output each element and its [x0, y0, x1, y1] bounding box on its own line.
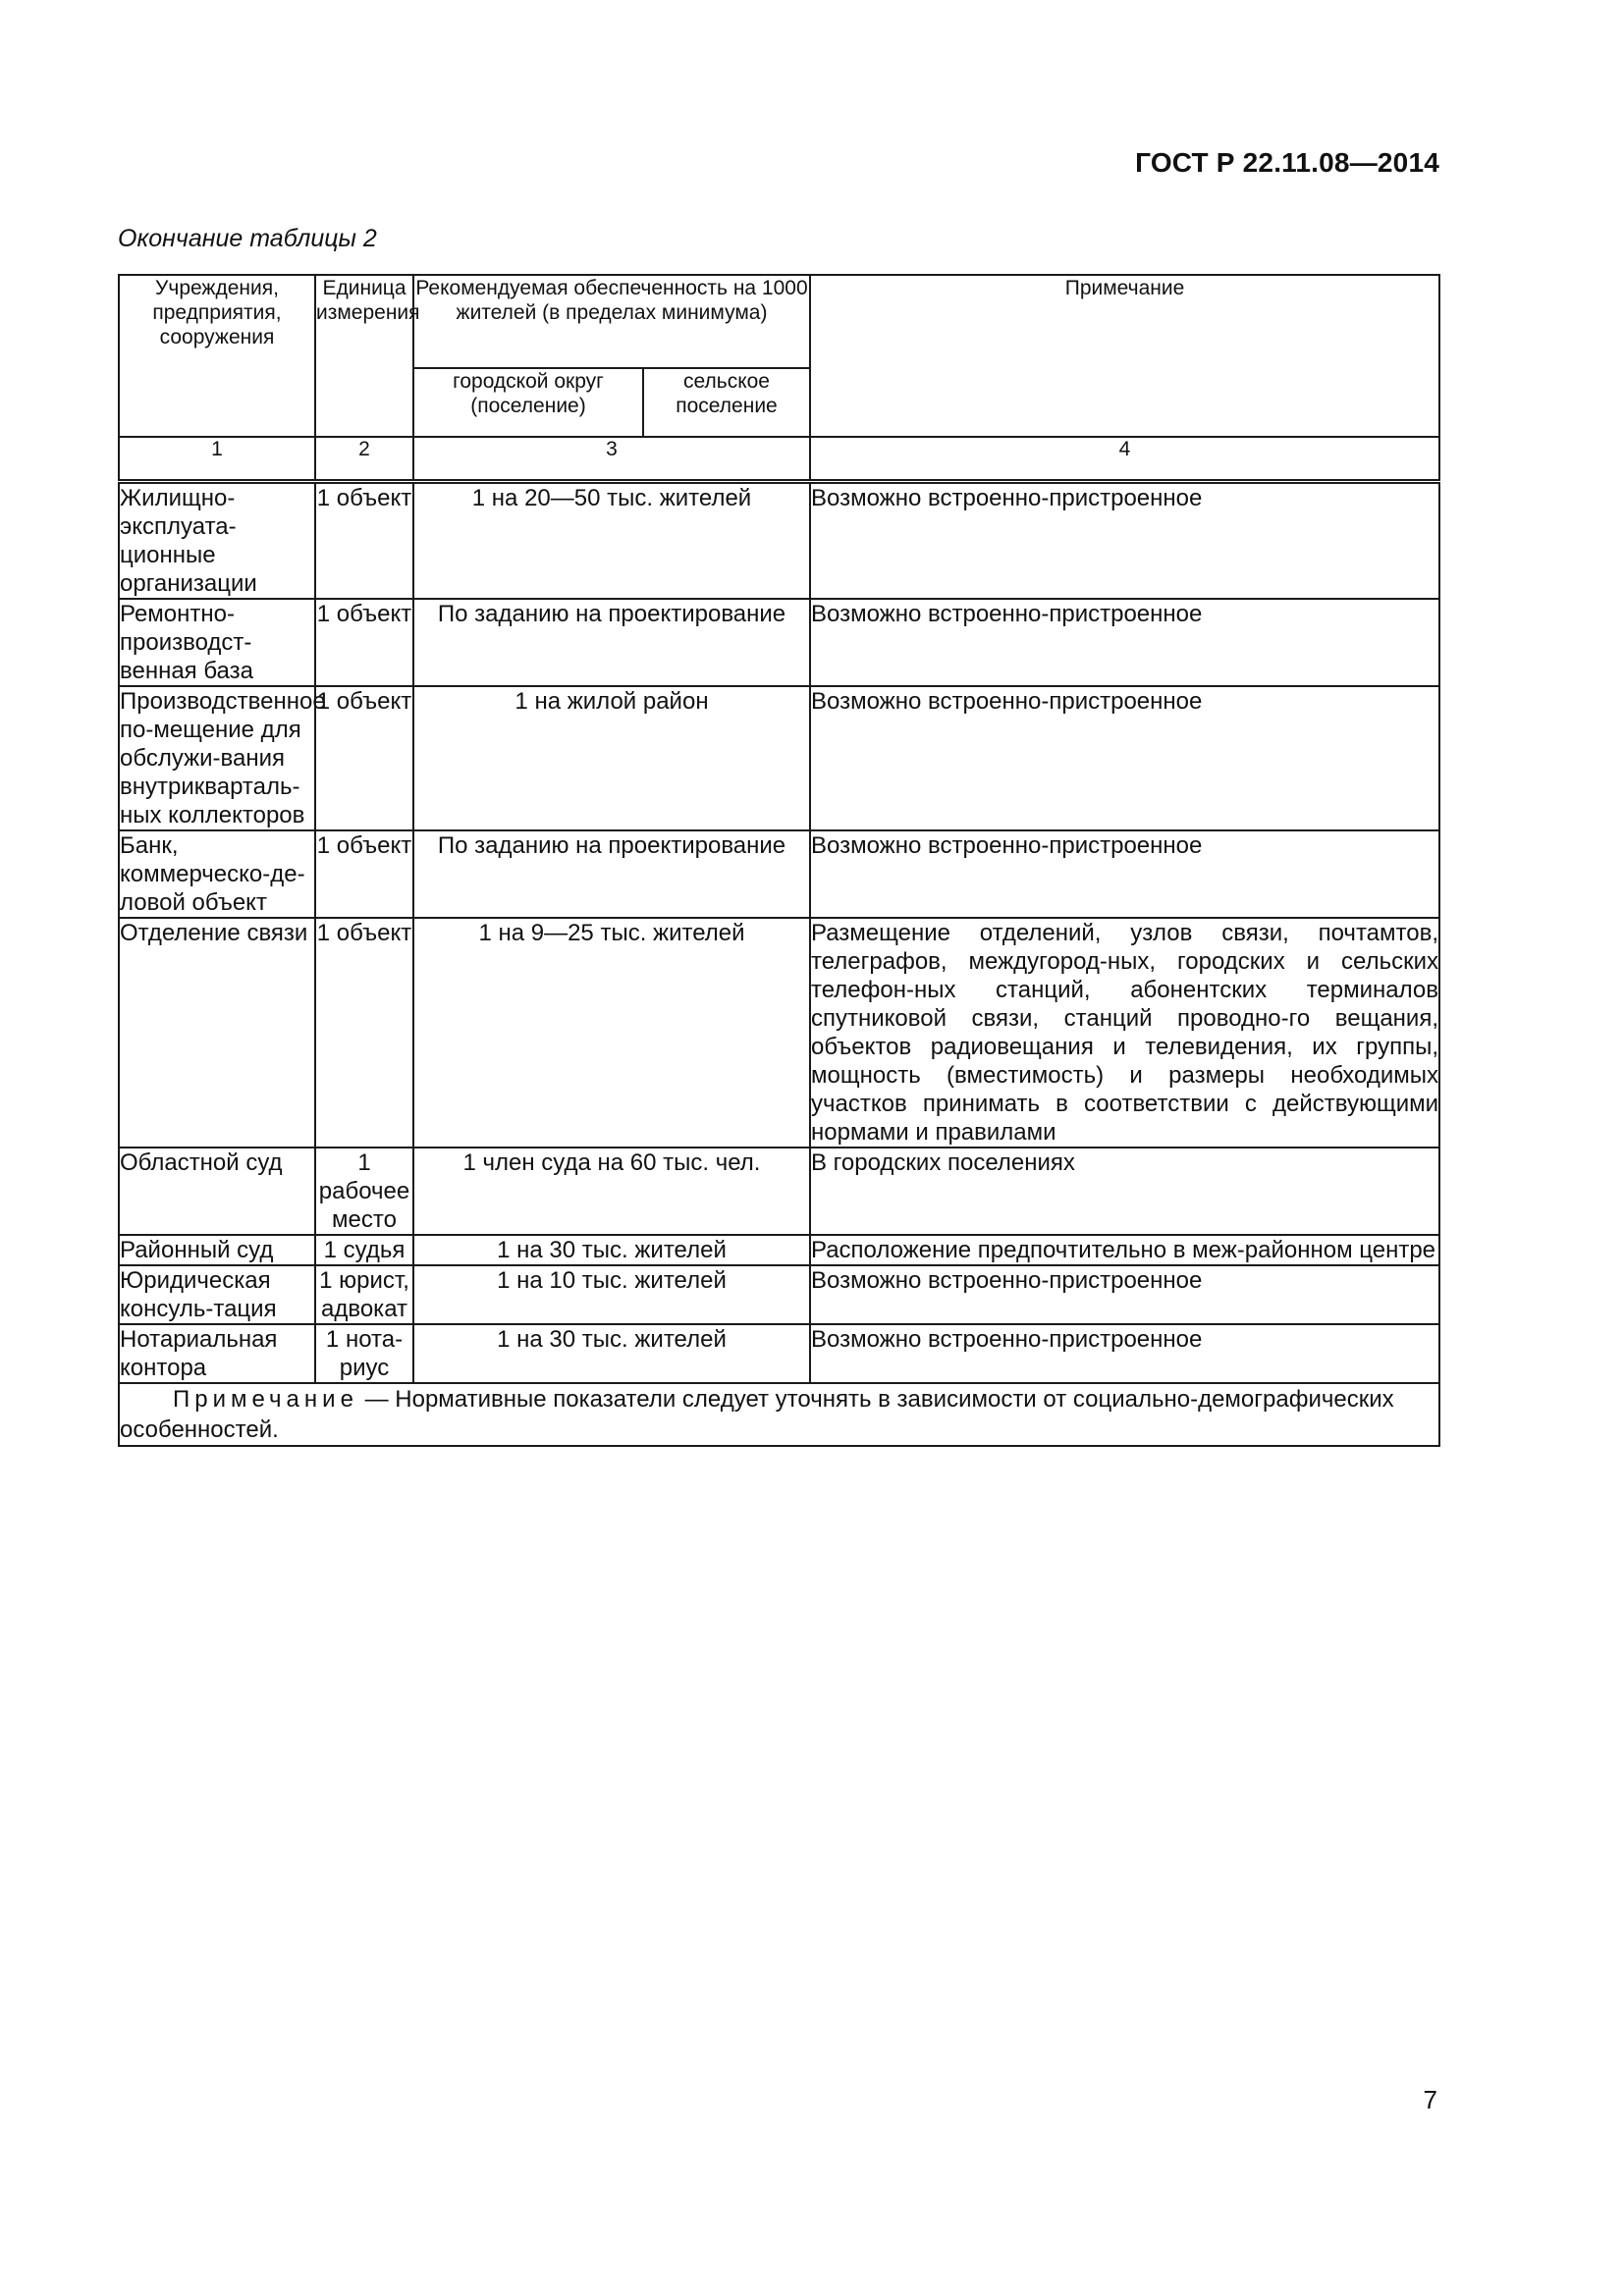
row-norm: 1 на 30 тыс. жителей: [413, 1235, 810, 1265]
column-number: 4: [810, 437, 1439, 482]
table-row: [119, 1265, 1439, 1324]
table-row: [119, 830, 1439, 918]
table-row: [119, 918, 1439, 1148]
row-note: Возможно встроенно-пристроенное: [810, 599, 1439, 686]
row-norm: 1 на 20—50 тыс. жителей: [413, 482, 810, 600]
row-institution: Областной суд: [119, 1148, 315, 1235]
row-norm: По заданию на проектирование: [413, 830, 810, 918]
row-unit: 1 объект: [315, 830, 413, 918]
row-note: Возможно встроенно-пристроенное: [810, 1324, 1439, 1383]
row-unit: 1 юрист, адвокат: [315, 1265, 413, 1324]
row-note: Размещение отделений, узлов связи, почтамтов, телеграфов, междугород-ных, городских и сельских телефон-ных станций, абонентских терминалов спутниковой связи, станций проводно-го вещания, объектов радиовещания и телевидения, их группы, мощность (вместимость) и размеры необходимых участков принимать в соответствии с действующими нормами и правилами: [811, 920, 1438, 1146]
row-unit: 1 объект: [315, 918, 413, 1148]
header-recommended: Рекомендуемая обеспеченность на 1000 жителей (в пределах минимума): [413, 275, 810, 368]
row-institution: Жилищно-эксплуата-ционные организации: [119, 482, 315, 600]
table-row: [119, 686, 1439, 830]
row-note: В городских поселениях: [810, 1148, 1439, 1235]
footnote-text: Нормативные показатели следует уточнять в зависимости от социально-демографических особенностей.: [120, 1386, 1394, 1443]
row-institution: Отделение связи: [119, 918, 315, 1148]
table-row: [119, 599, 1439, 686]
header-rural: сельское поселение: [643, 368, 810, 437]
row-unit: 1 объект: [315, 482, 413, 600]
row-norm: 1 на 30 тыс. жителей: [413, 1324, 810, 1383]
header-urban: городской округ (поселение): [413, 368, 643, 437]
row-institution: Производственное по-мещение для обслужи-вания внутрикварталь-ных коллекторов: [120, 688, 326, 828]
row-institution: Ремонтно-производст-венная база: [119, 599, 315, 686]
row-note: Возможно встроенно-пристроенное: [810, 482, 1439, 600]
row-institution: Нотариальная контора: [119, 1324, 315, 1383]
table-footnote-row: [119, 1383, 1439, 1446]
row-note: Возможно встроенно-пристроенное: [810, 830, 1439, 918]
row-note: Возможно встроенно-пристроенное: [810, 1265, 1439, 1324]
row-institution: Юридическая консуль-тация: [119, 1265, 315, 1324]
table-row: [119, 1324, 1439, 1383]
row-norm: 1 на жилой район: [413, 686, 810, 830]
row-note: Расположение предпочтительно в меж-районном центре: [810, 1235, 1439, 1265]
table-row: [119, 1235, 1439, 1265]
row-norm: 1 на 10 тыс. жителей: [413, 1265, 810, 1324]
header-institutions: Учреждения, предприятия, сооружения: [119, 275, 315, 437]
table-caption: Окончание таблицы 2: [118, 225, 377, 252]
footnote-dash: —: [357, 1386, 396, 1413]
page-number: 7: [1423, 2085, 1437, 2114]
row-institution: Банк, коммерческо-де-ловой объект: [119, 830, 315, 918]
table-row: [119, 1148, 1439, 1235]
row-norm: 1 на 9—25 тыс. жителей: [413, 918, 810, 1148]
footnote-label: Примечание: [173, 1386, 358, 1413]
row-unit: 1 нота-риус: [315, 1324, 413, 1383]
header-unit: Единица измерения: [315, 275, 413, 437]
row-unit: 1 объект: [315, 686, 413, 830]
row-unit: 1 объект: [315, 599, 413, 686]
document-code: ГОСТ Р 22.11.08—2014: [1135, 147, 1439, 178]
row-norm: 1 член суда на 60 тыс. чел.: [413, 1148, 810, 1235]
column-number: 3: [413, 437, 810, 482]
row-institution: Районный суд: [119, 1235, 315, 1265]
header-note: Примечание: [810, 275, 1439, 437]
column-number: 1: [119, 437, 315, 482]
norms-table: [118, 274, 1440, 1447]
table-footnote: [119, 1383, 1439, 1446]
row-norm: По заданию на проектирование: [413, 599, 810, 686]
row-unit: 1 рабочее место: [315, 1148, 413, 1235]
table-row: [119, 482, 1439, 600]
column-number: 2: [315, 437, 413, 482]
row-note: Возможно встроенно-пристроенное: [810, 686, 1439, 830]
row-unit: 1 судья: [315, 1235, 413, 1265]
